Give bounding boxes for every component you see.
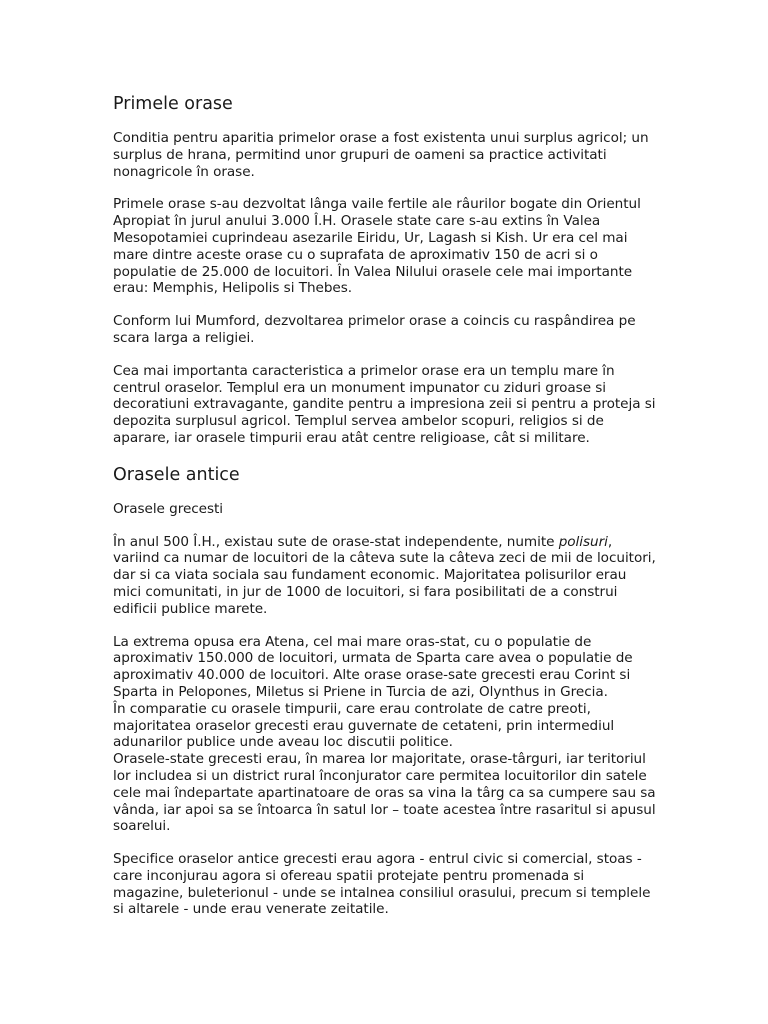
paragraph-group bbox=[113, 634, 658, 836]
paragraph-text: În anul 500 Î.H., existau sute de orase-stat independente, numite bbox=[113, 533, 559, 550]
paragraph-text: În comparatie cu orasele timpurii, care erau controlate de catre preoti, majoritatea oraselor grecesti erau guvernate de cetateni, prin intermediul adunarilor publice unde aveau loc discutii politice. bbox=[113, 700, 615, 751]
paragraph: Cea mai importanta caracteristica a primelor orase era un templu mare în centrul oraselor. Templul era un monument impunator cu ziduri groase si decoratiuni extravagante, gandite pentru a impresiona zeii si pentru a proteja si depozita surplusul agricol. Templul servea ambelor scopuri, religios si de aparare, iar orasele timpurii erau atât centre religioase, cât si militare. bbox=[113, 362, 656, 446]
section-heading-primele-orase: Primele orase bbox=[113, 94, 233, 114]
italic-term: polisuri bbox=[558, 533, 608, 550]
paragraph: Primele orase s-au dezvoltat lânga vaile fertile ale râurilor bogate din Orientul Apropiat în jurul anului 3.000 Î.H. Orasele state care s-au extins în Valea Mesopotamiei cuprindeau asezarile Eiridu, Ur, Lagash si Kish. Ur era cel mai mare dintre aceste orase cu o suprafata de aproximativ 150 de acri si o populatie de 25.000 de locuitori. În Valea Nilului orasele cele mai importante erau: Memphis, Helipolis si Thebes. bbox=[113, 196, 641, 297]
paragraph-text: , variind ca numar de locuitori de la câteva sute la câteva zeci de mii de locuitori, dar si ca viata sociala sau fundament economic. Majoritatea polisurilor erau mici comunitati, in jur de 1000 de locuitori, si fara posibilitati de a construi edificii publice marete. bbox=[113, 533, 656, 617]
paragraph: Conditia pentru aparitia primelor orase a fost existenta unui surplus agricol; un surplus de hrana, permitind unor grupuri de oameni sa practice activitati nonagricole în orase. bbox=[113, 130, 649, 180]
paragraph bbox=[113, 534, 658, 618]
paragraph-text: Orasele-state grecesti erau, în marea lor majoritate, orase-târguri, iar teritoriul lor includea si un district rural înconjurator care permitea locuitorilor din satele cele mai îndepartate apartinatoare de oras sa vina la târg ca sa cumpere sau sa vânda, iar apoi sa se întoarca în satul lor – toate acestea între rasaritul si apusul soarelui. bbox=[113, 751, 656, 835]
subheading-orasele-grecesti: Orasele grecesti bbox=[113, 500, 224, 517]
section-heading-orasele-antice: Orasele antice bbox=[113, 464, 240, 485]
paragraph: Conform lui Mumford, dezvoltarea primelor orase a coincis cu raspândirea pe scara larga a religiei. bbox=[113, 313, 636, 346]
paragraph: Specifice oraselor antice grecesti erau agora - entrul civic si comercial, stoas - care inconjurau agora si ofereau spatii protejate pentru promenada si magazine, buleterionul - unde se intalnea consiliul orasului, precum si templele si altarele - unde erau venerate zeitatile. bbox=[113, 851, 651, 918]
paragraph-text: La extrema opusa era Atena, cel mai mare oras-stat, cu o populatie de aproximativ 150.000 de locuitori, urmata de Sparta care avea o populatie de aproximativ 40.000 de locuitori. Alte orase orase-sate grecesti erau Corint si Sparta in Pelopones, Miletus si Priene in Turcia de azi, Olynthus in Grecia. bbox=[113, 633, 633, 700]
document-page bbox=[113, 92, 658, 918]
